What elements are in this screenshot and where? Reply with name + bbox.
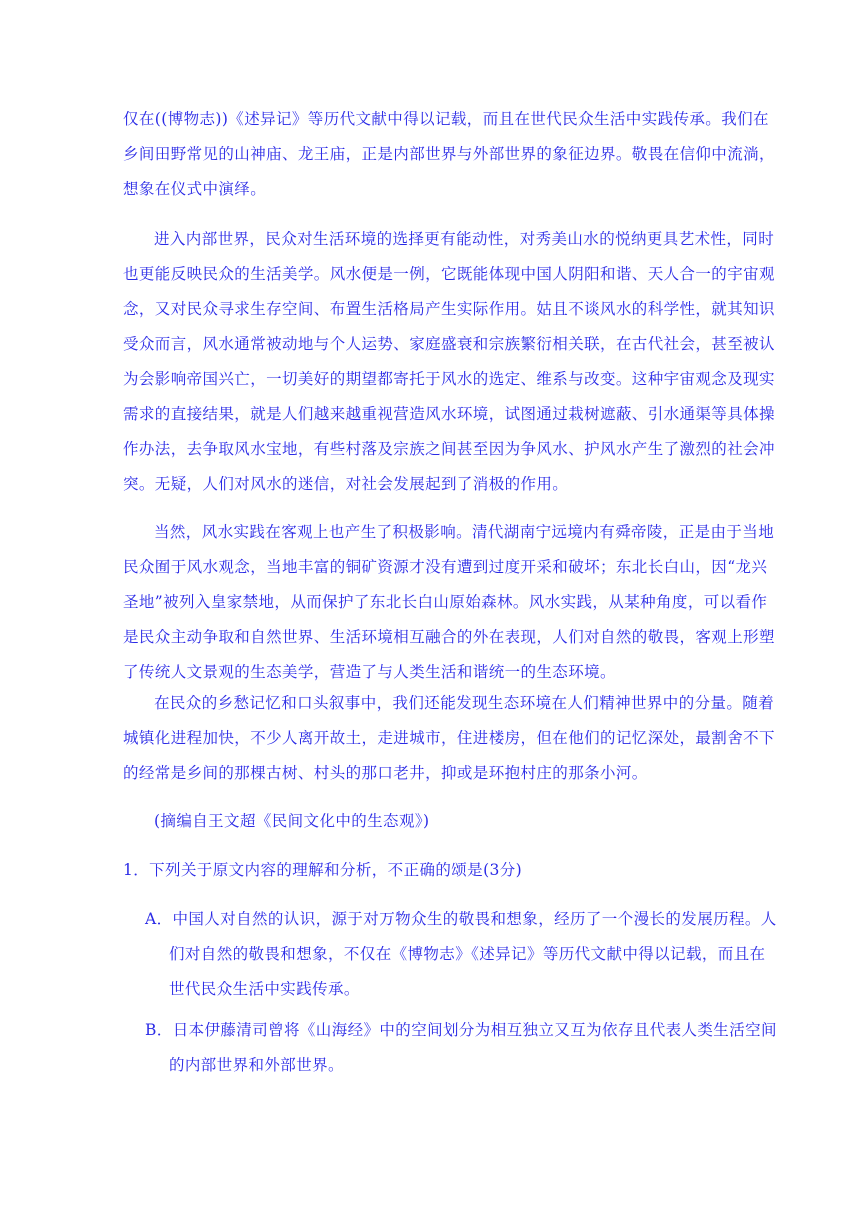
paragraph-3 (123, 515, 775, 690)
option-line: B．日本伊藤清司曾将《山海经》中的空间划分为相互独立又互为依存且代表人类生活空间 (145, 1021, 777, 1039)
paragraph-line: 也更能反映民众的生活美学。风水便是一例，它既能体现中国人阴阳和谐、天人合一的宇宙观 (123, 265, 775, 283)
paragraph-line: 仅在((博物志))《述异记》等历代文献中得以记载，而且在世代民众生活中实践传承。我们在 (123, 110, 769, 128)
paragraph-line: 乡间田野常见的山神庙、龙王庙，正是内部世界与外部世界的象征边界。敬畏在信仰中流淌， (123, 145, 775, 163)
question-stem-text: 1．下列关于原文内容的理解和分析，不正确的颂是(3分) (123, 861, 523, 879)
option-line: 们对自然的敬畏和想象，不仅在《博物志》《述异记》等历代文献中得以记载，而且在 (169, 945, 766, 963)
paragraph-line: 民众囿于风水观念，当地丰富的铜矿资源才没有遭到过度开采和破坏；东北长白山，因“龙兴 (123, 558, 768, 576)
option-a (145, 902, 777, 1007)
paragraph-line: 的经常是乡间的那棵古树、村头的那口老井，抑或是环抱村庄的那条小河。 (123, 764, 648, 782)
option-line: A．中国人对自然的认识，源于对万物众生的敬畏和想象，经历了一个漫长的发展历程。人 (145, 910, 777, 928)
paragraph-line: 为会影响帝国兴亡，一切美好的期望都寄托于风水的选定、维系与改变。这种宇宙观念及现实 (123, 370, 775, 388)
paragraph-1 (123, 102, 775, 207)
paragraph-line: 作办法，去争取风水宝地，有些村落及宗族之间甚至因为争风水、护风水产生了激烈的社会冲 (123, 440, 775, 458)
option-line: 世代民众生活中实践传承。 (169, 980, 360, 998)
paragraph-2 (123, 222, 775, 502)
paragraph-line: 是民众主动争取和自然世界、生活环境相互融合的外在表现，人们对自然的敬畏，客观上形塑 (123, 628, 775, 646)
paragraph-4 (123, 686, 775, 791)
paragraph-line: 圣地”被列入皇家禁地，从而保护了东北长白山原始森林。风水实践，从某种角度，可以看作 (123, 593, 768, 611)
paragraph-line: 当然，风水实践在客观上也产生了积极影响。清代湖南宁远境内有舜帝陵，正是由于当地 (154, 523, 775, 541)
option-line: 的内部世界和外部世界。 (169, 1056, 344, 1074)
paragraph-line: 了传统人文景观的生态美学，营造了与人类生活和谐统一的生态环境。 (123, 663, 616, 681)
question-stem (123, 853, 743, 888)
option-b (145, 1013, 777, 1083)
source-note (123, 804, 743, 839)
paragraph-line: 城镇化进程加快，不少人离开故土，走进城市，住进楼房，但在他们的记忆深处，最割舍不下 (123, 729, 775, 747)
paragraph-line: 想象在仪式中演绎。 (123, 180, 267, 198)
paragraph-line: 进入内部世界，民众对生活环境的选择更有能动性，对秀美山水的悦纳更具艺术性，同时 (154, 230, 775, 248)
paragraph-line: 受众而言，风水通常被动地与个人运势、家庭盛衰和宗族繁衍相关联，在古代社会，甚至被认 (123, 335, 775, 353)
paragraph-line: 念，又对民众寻求生存空间、布置生活格局产生实际作用。姑且不谈风水的科学性，就其知识 (123, 300, 775, 318)
paragraph-line: 需求的直接结果，就是人们越来越重视营造风水环境，试图通过栽树遮蔽、引水通渠等具体操 (123, 405, 775, 423)
paragraph-line: 在民众的乡愁记忆和口头叙事中，我们还能发现生态环境在人们精神世界中的分量。随着 (154, 694, 775, 712)
source-note-text: (摘编自王文超《民间文化中的生态观》) (154, 812, 430, 830)
paragraph-line: 突。无疑，人们对风水的迷信，对社会发展起到了消极的作用。 (123, 475, 569, 493)
